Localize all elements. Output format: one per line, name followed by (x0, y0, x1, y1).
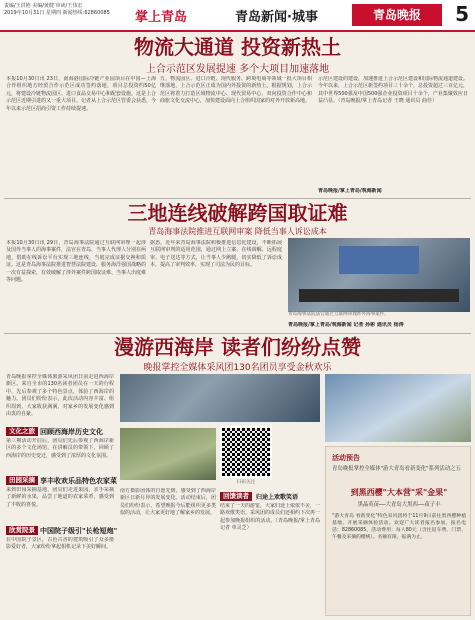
story3-sub4: 归途上欢歌笑语 (256, 494, 299, 501)
story2-byline: 青岛晚报/掌上青岛/观海新闻 记者 孙彬 通讯员 杨涛 (288, 322, 404, 328)
masthead-brand: 掌上青岛 (135, 10, 188, 25)
sidebar-box (325, 446, 471, 616)
group-photo-1 (120, 374, 320, 422)
story3-sub1-text: 第三期活动开启后，团员们先后参观了西海岸新区的多个文化场馆，在讲解员的带领下，回顾了西海岸的历史变迁，感受到了浓厚的文化氛围。 (6, 438, 114, 459)
story3-sub3-tag: 欣赏院景 (6, 526, 38, 535)
story1-col1: 本报10月30日讯 23日，南海港国际冷链产业园项目在中国—上海合作组织地方经贸合作示范区成功签约落地，项目总投资约50亿元，将建设冷链物流园区、进口食品交易中心和配套设施。这是上合示范区近期引进的又一重大项目。记者从上合示范区管委会获悉，今年以来示范区招商引资工作持续提速。 (6, 76, 156, 112)
story3-sub2-tag: 田园采摘 (6, 476, 38, 485)
section-divider-2 (4, 333, 471, 334)
story2-subheadline: 青岛海事法院推进互联网审案 降低当事人诉讼成本 (148, 227, 327, 236)
masthead (0, 0, 475, 32)
sidebar-headline: 到黑西樱"大本营"采"金果" (350, 488, 448, 497)
story3-subheadline: 晚报掌控全媒体采风团130名团员享受金秋欢乐 (143, 363, 332, 373)
masthead-info-line2: 2019年10月31日 星期四 新闻热线:62860085 (4, 10, 110, 16)
story1-col3: 示范区建设的建设，加速推进上合示范区建设和国际物流通道建设。今年以来，上合示范区新签约项目三十余个，总投资超过三百亿元，其中世界500强及中国500强企业投资项目十余个，产业集聚效应日益凸显。（青岛晚报/掌上青岛记者 王晓 通讯员 曲佳） (318, 76, 468, 105)
photo-screen (339, 246, 419, 274)
masthead-logo: 青岛晚报 (352, 4, 442, 26)
story2-photo-caption: 青岛海事法院法官通过互联网审理涉外海事案件。 (288, 312, 390, 317)
story3-intro: 青岛晚报掌控全媒体旅游采风团日前走进西海岸新区。来自全市的130名读者团员在一天的行程中，先后参观了多个特色景点，体验了西海岸的魅力。团员们纷纷表示，此次活动内容丰富、组织周到，大家收获满满，对家乡的发展变化感到由衷的自豪。 (6, 374, 114, 418)
masthead-info-line1: 责编/王洪艳 美编/黄健 审读/王伟宏 (4, 3, 83, 9)
courtroom-photo (288, 238, 470, 312)
sidebar-subheadline: 黑晶英苗──大青岛大黑西──苗子丰 (357, 502, 441, 508)
scenery-photo (325, 374, 471, 442)
story3-headline: 漫游西海岸 读者们纷纷点赞 (114, 335, 361, 359)
photo-desk (299, 289, 459, 302)
story3-sub1: 回顾西海岸历史文化 (40, 428, 103, 436)
story1-byline: 青岛晚报/掌上青岛/观海新闻 (318, 188, 382, 194)
masthead-info (4, 3, 124, 17)
sidebar-body: "游大青岛 看新变化"特色采风团将于11月9日前往黑西樱种植基地，开展采摘体验活动。欢迎广大读者报名参加，报名电话：82860085。活动费用：每人80元（含往返车费、门票、午餐及采摘的樱桃）。名额有限，报满为止。 (332, 514, 466, 540)
story3-sub3: 中国院子级引"长枪短炮" (40, 527, 118, 535)
sidebar-title: 活动预告 (332, 454, 360, 462)
sidebar-tag: 青岛晚报掌控全媒体"游大青岛看新变化"系列活动之五 (332, 466, 461, 472)
page-number: 5 (455, 2, 469, 26)
story1-col2: 万，物流园区、进口冷链、现代服务、跨境电商等领域一批大项目相继落地，上合示范区正成为国内外投资的新热土。根据规划，上合示范区将着力打造区域物流中心、现代贸易中心、双向投资合作中心和商旅文化交流中心，加快建设面向上合组织国家的对外开放新高地。 (160, 76, 312, 105)
story3-sub2: 享丰收欢乐品特色农家菜 (40, 477, 117, 485)
story2-headline: 三地连线破解跨国取证难 (127, 201, 348, 225)
qr-code (220, 426, 272, 478)
story2-col1: 本报10月30日讯 29日，青岛海事法院通过互联网审理一起涉及国外当事人的海事案件，法官在青岛、当事人代理人分别在两地，借助在线诉讼平台实现三地连线，当庭完成证据交换和质证。这是青岛海事法院推进智慧法院建设、服务海洋强国战略的一次有益探索，有效破解了涉外案件跨国取证难、当事人出庭难等问题。 (6, 240, 146, 284)
story2-col2: 据悉，近年来青岛海事法院积极推进信息化建设，不断拓展互联网审判的适用范围，通过网上立案、在线调解、远程庭审、电子送达等方式，让当事人少跑腿，切实降低了诉讼成本，提高了审判效率，实现了司法为民的目标。 (150, 240, 282, 269)
story3-sub1-tag: 文化之旅 (6, 427, 38, 436)
story3-sub3-text: 在中国院子景区，古色古香的建筑吸引了众多摄影爱好者，大家纷纷拿起相机记录下美好瞬间。 (6, 537, 114, 551)
story3-col-mid: 南方摄影团体的自愿先到，感受到了西海岸新区日新月异的发展变化。活动结束后，团员们纷纷表示，希望晚报今后能组织更多类似的活动，让大家更好地了解家乡的发展。 (120, 488, 216, 517)
qr-label: 扫码关注 (236, 480, 256, 485)
story3-col-right: 结束了一天的游览，大家归途上依依不舍，一路欢歌笑语。采风团的成员们还相约下次再一起参加晚报组织的活动。（青岛晚报/掌上青岛记者 单灵芝） (220, 503, 320, 532)
story3-sub4-tag: 回馈读者 (220, 492, 252, 501)
story1-subheadline: 上合示范区发展提速 多个大项目加速落地 (145, 64, 330, 75)
masthead-section: 青岛新闻·城事 (235, 10, 318, 25)
group-photo-2 (120, 428, 216, 480)
story3-sub2-text: 来到田园采摘基地，团员们走进果园，亲手采摘了新鲜的水果，品尝了地道的农家菜肴，感受到了丰收的喜悦。 (6, 487, 114, 508)
section-divider-1 (4, 198, 471, 199)
story1-headline: 物流大通道 投资新热土 (134, 35, 341, 59)
